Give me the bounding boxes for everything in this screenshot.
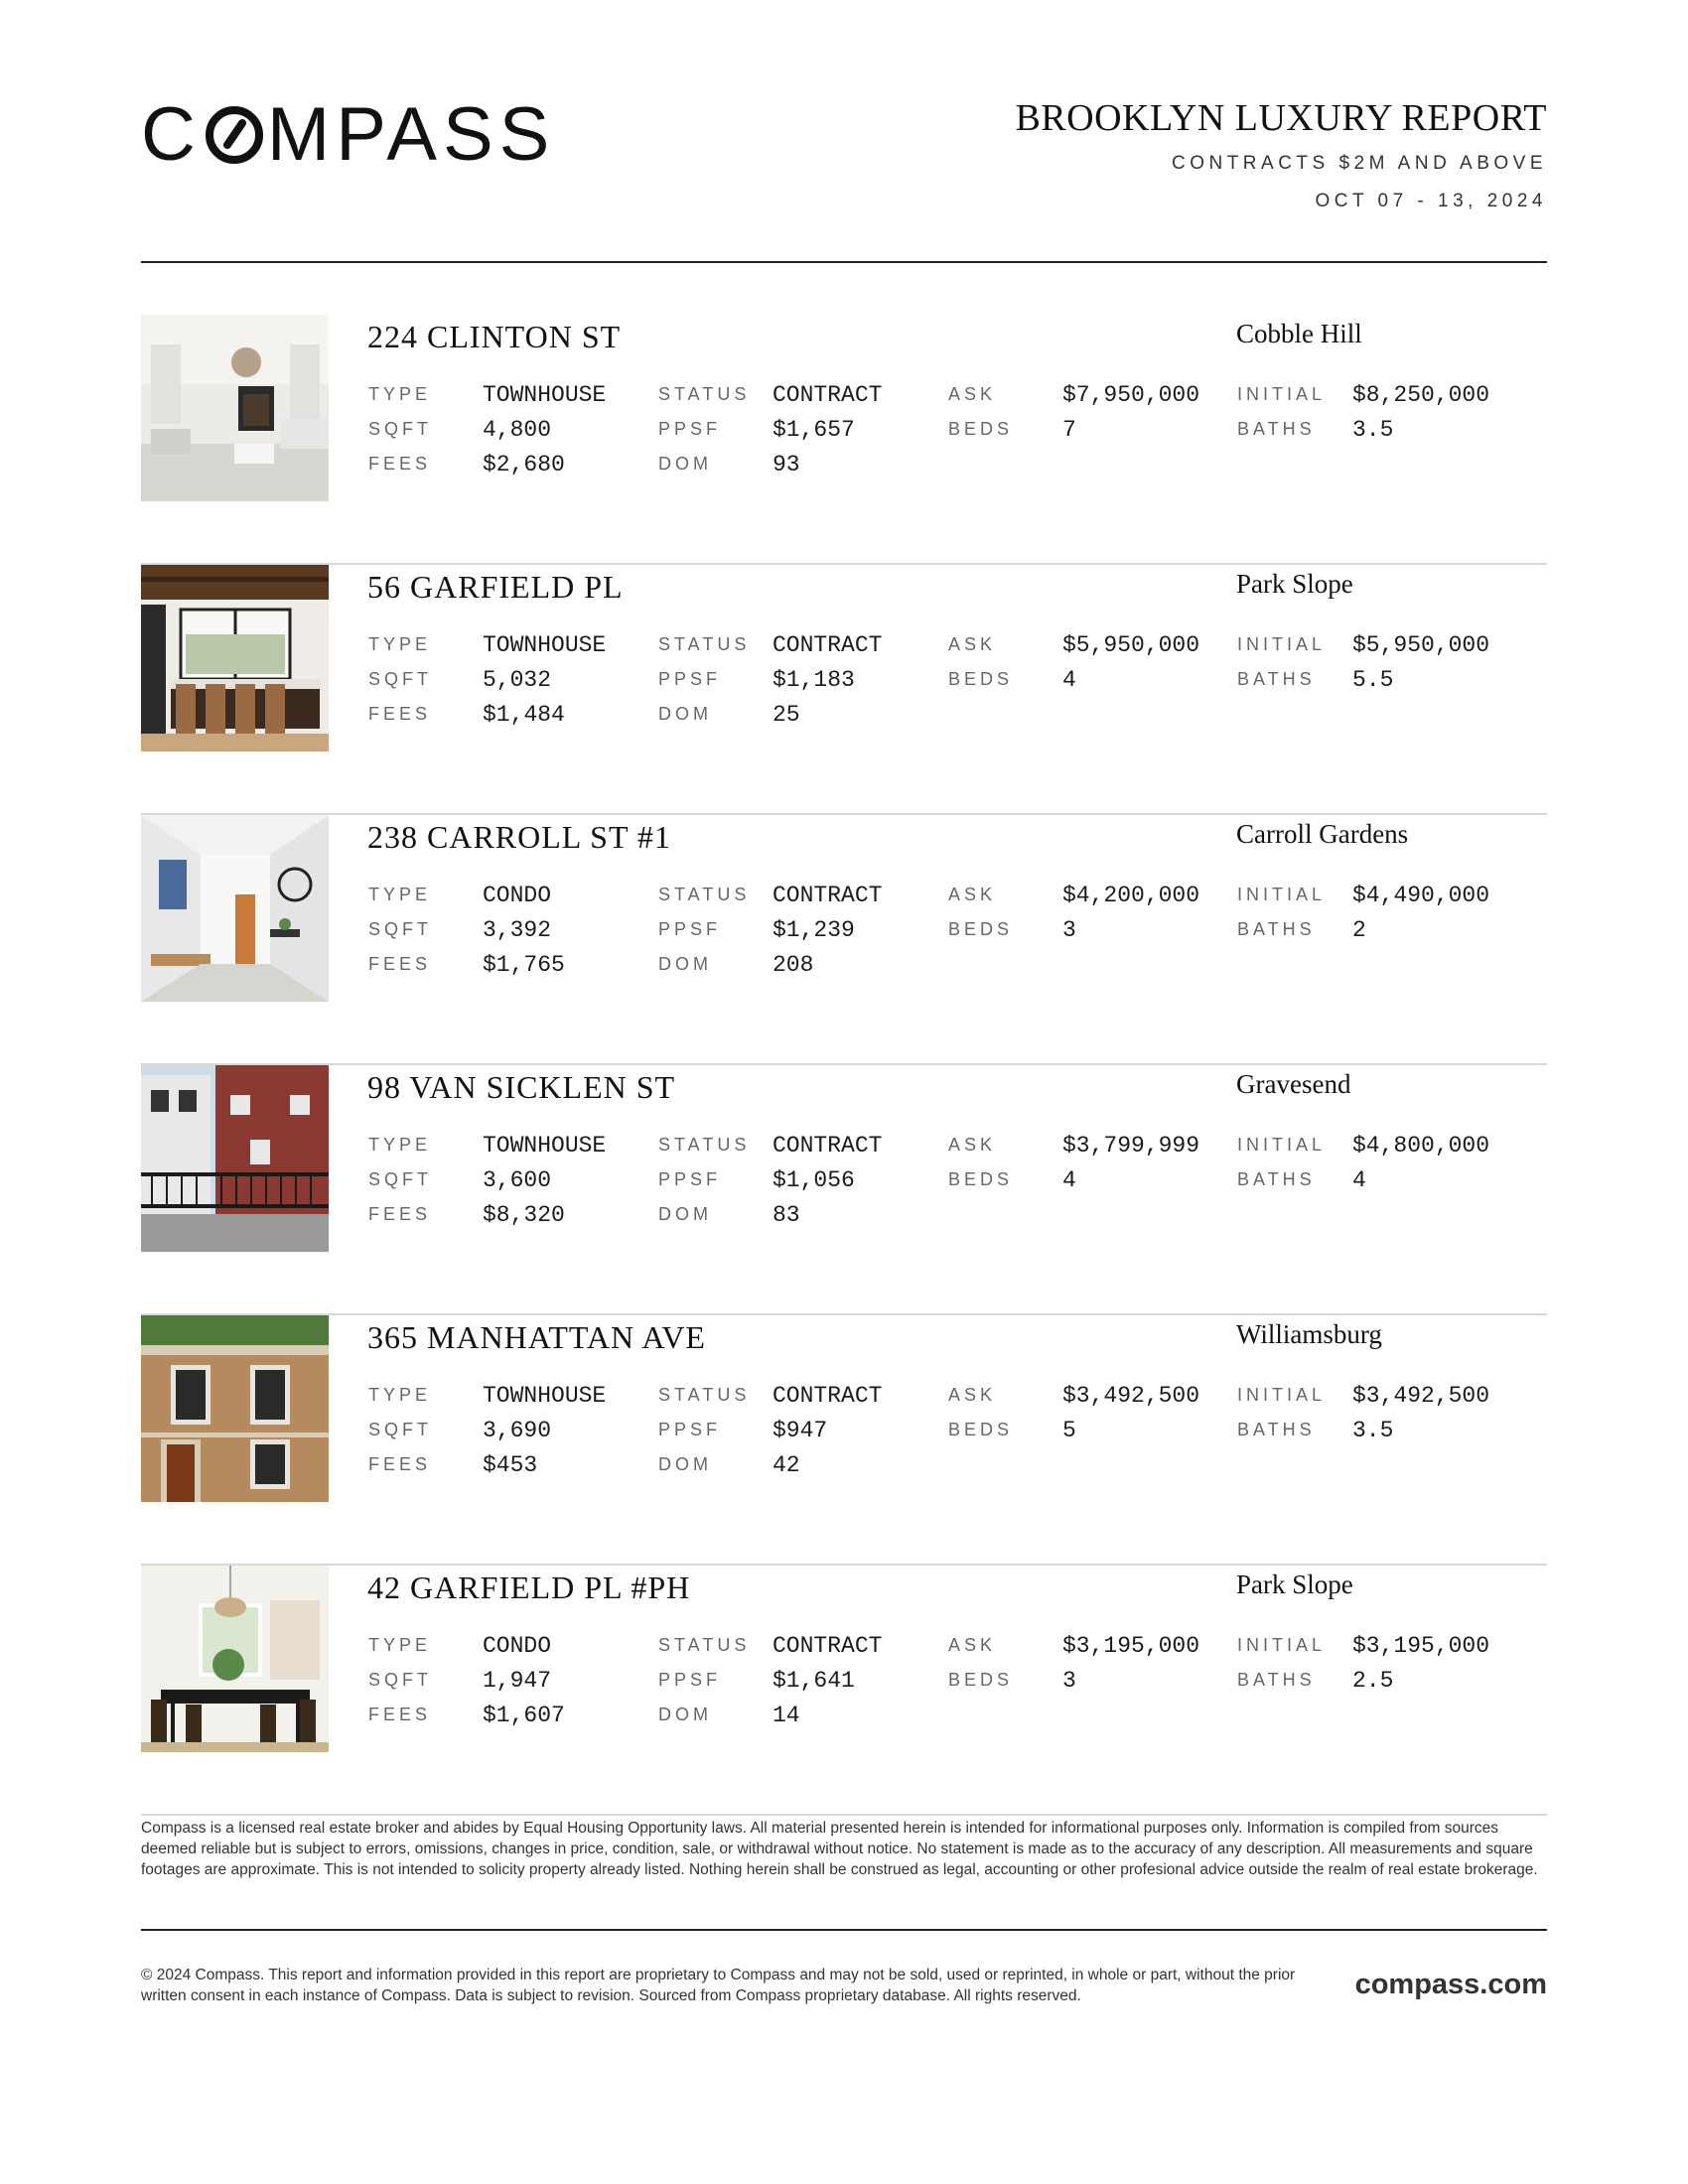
label-baths: BATHS bbox=[1237, 919, 1316, 939]
label-fees: FEES bbox=[368, 704, 432, 724]
value-sqft: 1,947 bbox=[483, 1668, 552, 1694]
label-dom: DOM bbox=[658, 1705, 712, 1724]
label-ppsf: PPSF bbox=[658, 919, 722, 939]
listing-photo-hallway[interactable] bbox=[141, 815, 329, 1002]
value-initial: $4,800,000 bbox=[1352, 1133, 1490, 1159]
label-beds: BEDS bbox=[948, 669, 1014, 689]
value-ask: $4,200,000 bbox=[1062, 883, 1200, 908]
value-fees: $1,484 bbox=[483, 702, 565, 728]
label-dom: DOM bbox=[658, 1204, 712, 1224]
value-fees: $8,320 bbox=[483, 1202, 565, 1228]
label-status: STATUS bbox=[658, 384, 751, 404]
value-type: TOWNHOUSE bbox=[483, 632, 607, 658]
value-beds: 4 bbox=[1062, 1167, 1076, 1193]
listing-photo-townhouse-facade[interactable] bbox=[141, 1315, 329, 1502]
listing-photo-dining-room[interactable] bbox=[141, 1566, 329, 1752]
label-beds: BEDS bbox=[948, 1420, 1014, 1439]
listing-neighborhood: Gravesend bbox=[1236, 1069, 1351, 1099]
listing-card[interactable] bbox=[141, 1065, 1547, 1315]
report-date-range: OCT 07 - 13, 2024 bbox=[1315, 191, 1547, 211]
value-ppsf: $1,239 bbox=[773, 917, 855, 943]
logo-mpass: MPASS bbox=[266, 92, 556, 177]
compass-logo bbox=[141, 92, 556, 177]
value-baths: 3.5 bbox=[1352, 1418, 1394, 1443]
value-sqft: 4,800 bbox=[483, 417, 552, 443]
value-baths: 5.5 bbox=[1352, 667, 1394, 693]
value-dom: 208 bbox=[773, 952, 814, 978]
label-ask: ASK bbox=[948, 634, 997, 654]
value-dom: 93 bbox=[773, 452, 800, 478]
value-beds: 5 bbox=[1062, 1418, 1076, 1443]
listing-address[interactable]: 42 GARFIELD PL #PH bbox=[367, 1570, 691, 1605]
logo-o-icon bbox=[202, 92, 267, 177]
value-beds: 3 bbox=[1062, 917, 1076, 943]
value-type: TOWNHOUSE bbox=[483, 1133, 607, 1159]
label-initial: INITIAL bbox=[1237, 1135, 1327, 1155]
listing-address[interactable]: 224 CLINTON ST bbox=[367, 319, 622, 354]
value-status: CONTRACT bbox=[773, 632, 883, 658]
value-baths: 3.5 bbox=[1352, 417, 1394, 443]
value-status: CONTRACT bbox=[773, 1383, 883, 1409]
label-status: STATUS bbox=[658, 1635, 751, 1655]
value-initial: $8,250,000 bbox=[1352, 382, 1490, 408]
label-beds: BEDS bbox=[948, 1670, 1014, 1690]
value-ask: $5,950,000 bbox=[1062, 632, 1200, 658]
label-initial: INITIAL bbox=[1237, 634, 1327, 654]
label-beds: BEDS bbox=[948, 919, 1014, 939]
value-dom: 25 bbox=[773, 702, 800, 728]
label-status: STATUS bbox=[658, 885, 751, 904]
label-status: STATUS bbox=[658, 1135, 751, 1155]
listing-address[interactable]: 98 VAN SICKLEN ST bbox=[367, 1069, 676, 1105]
value-dom: 42 bbox=[773, 1452, 800, 1478]
value-fees: $2,680 bbox=[483, 452, 565, 478]
copyright-text: © 2024 Compass. This report and information provided in this report are proprietary to Compass and may not be sold, used or reprinted, in whole or part, without the prior written consent in each instance of Compass. Data is subject to revision. Sourced from Compass proprietary database. All rights reserved. bbox=[141, 1967, 1296, 2004]
label-ask: ASK bbox=[948, 1635, 997, 1655]
value-ppsf: $1,657 bbox=[773, 417, 855, 443]
label-fees: FEES bbox=[368, 454, 432, 474]
value-dom: 14 bbox=[773, 1703, 800, 1728]
label-ask: ASK bbox=[948, 1135, 997, 1155]
label-baths: BATHS bbox=[1237, 1420, 1316, 1439]
label-initial: INITIAL bbox=[1237, 1635, 1327, 1655]
listing-neighborhood: Park Slope bbox=[1236, 1570, 1353, 1599]
label-type: TYPE bbox=[368, 1385, 432, 1405]
value-fees: $453 bbox=[483, 1452, 538, 1478]
label-ask: ASK bbox=[948, 885, 997, 904]
label-type: TYPE bbox=[368, 384, 432, 404]
value-ask: $7,950,000 bbox=[1062, 382, 1200, 408]
report-header bbox=[1015, 99, 1547, 212]
logo-c: C bbox=[141, 92, 202, 177]
label-baths: BATHS bbox=[1237, 1169, 1316, 1189]
listing-card[interactable] bbox=[141, 1566, 1547, 1816]
label-type: TYPE bbox=[368, 885, 432, 904]
listing-address[interactable]: 365 MANHATTAN AVE bbox=[367, 1319, 706, 1355]
label-baths: BATHS bbox=[1237, 1670, 1316, 1690]
label-dom: DOM bbox=[658, 1454, 712, 1474]
listing-photo-living-room[interactable] bbox=[141, 315, 329, 501]
label-ppsf: PPSF bbox=[658, 1169, 722, 1189]
listing-address[interactable]: 56 GARFIELD PL bbox=[367, 569, 624, 605]
listing-divider bbox=[141, 1814, 1547, 1816]
value-status: CONTRACT bbox=[773, 382, 883, 408]
label-dom: DOM bbox=[658, 704, 712, 724]
label-sqft: SQFT bbox=[368, 669, 432, 689]
listing-card[interactable] bbox=[141, 815, 1547, 1065]
label-initial: INITIAL bbox=[1237, 885, 1327, 904]
value-beds: 4 bbox=[1062, 667, 1076, 693]
label-ask: ASK bbox=[948, 384, 997, 404]
listing-neighborhood: Williamsburg bbox=[1236, 1319, 1382, 1349]
value-ppsf: $1,641 bbox=[773, 1668, 855, 1694]
listing-neighborhood: Park Slope bbox=[1236, 569, 1353, 599]
value-baths: 2.5 bbox=[1352, 1668, 1394, 1694]
value-type: TOWNHOUSE bbox=[483, 382, 607, 408]
website-link[interactable]: compass.com bbox=[1354, 1969, 1547, 2000]
label-type: TYPE bbox=[368, 634, 432, 654]
label-ppsf: PPSF bbox=[658, 419, 722, 439]
label-status: STATUS bbox=[658, 1385, 751, 1405]
value-baths: 4 bbox=[1352, 1167, 1366, 1193]
value-ppsf: $1,183 bbox=[773, 667, 855, 693]
label-sqft: SQFT bbox=[368, 1670, 432, 1690]
value-status: CONTRACT bbox=[773, 1633, 883, 1659]
value-initial: $3,195,000 bbox=[1352, 1633, 1490, 1659]
header-divider bbox=[141, 261, 1547, 263]
label-baths: BATHS bbox=[1237, 669, 1316, 689]
value-sqft: 3,600 bbox=[483, 1167, 552, 1193]
listing-address[interactable]: 238 CARROLL ST #1 bbox=[367, 819, 671, 855]
label-fees: FEES bbox=[368, 1204, 432, 1224]
label-beds: BEDS bbox=[948, 1169, 1014, 1189]
value-fees: $1,607 bbox=[483, 1703, 565, 1728]
value-ask: $3,799,999 bbox=[1062, 1133, 1200, 1159]
label-fees: FEES bbox=[368, 1454, 432, 1474]
disclaimer-text: Compass is a licensed real estate broker and abides by Equal Housing Opportunity laws. All material presented herein is intended for informational purposes only. Information is compiled from sources deemed reliable but is subject to errors, omissions, changes in price, condition, sale, or withdrawal without notice. No statement is made as to the accuracy of any description. All measurements and square footages are approximate. This is not intended to solicity property already listed. Nothing herein shall be construed as legal, accounting or other profesional advice outside the realm of real estate brokerage. bbox=[141, 1820, 1538, 1878]
label-fees: FEES bbox=[368, 954, 432, 974]
value-ask: $3,195,000 bbox=[1062, 1633, 1200, 1659]
label-sqft: SQFT bbox=[368, 1420, 432, 1439]
listing-card[interactable] bbox=[141, 565, 1547, 815]
value-sqft: 3,392 bbox=[483, 917, 552, 943]
label-sqft: SQFT bbox=[368, 919, 432, 939]
value-status: CONTRACT bbox=[773, 883, 883, 908]
label-ppsf: PPSF bbox=[658, 1670, 722, 1690]
report-subtitle: CONTRACTS $2M AND ABOVE bbox=[1171, 153, 1547, 174]
value-ppsf: $947 bbox=[773, 1418, 828, 1443]
label-type: TYPE bbox=[368, 1635, 432, 1655]
value-beds: 3 bbox=[1062, 1668, 1076, 1694]
label-fees: FEES bbox=[368, 1705, 432, 1724]
label-initial: INITIAL bbox=[1237, 1385, 1327, 1405]
value-type: CONDO bbox=[483, 1633, 552, 1659]
listing-neighborhood: Carroll Gardens bbox=[1236, 819, 1409, 849]
label-dom: DOM bbox=[658, 954, 712, 974]
listing-photo-kitchen[interactable] bbox=[141, 565, 329, 751]
value-initial: $3,492,500 bbox=[1352, 1383, 1490, 1409]
value-dom: 83 bbox=[773, 1202, 800, 1228]
label-ask: ASK bbox=[948, 1385, 997, 1405]
label-status: STATUS bbox=[658, 634, 751, 654]
value-status: CONTRACT bbox=[773, 1133, 883, 1159]
label-sqft: SQFT bbox=[368, 1169, 432, 1189]
label-baths: BATHS bbox=[1237, 419, 1316, 439]
value-type: TOWNHOUSE bbox=[483, 1383, 607, 1409]
footer-divider bbox=[141, 1929, 1547, 1931]
value-sqft: 5,032 bbox=[483, 667, 552, 693]
value-initial: $5,950,000 bbox=[1352, 632, 1490, 658]
label-beds: BEDS bbox=[948, 419, 1014, 439]
label-dom: DOM bbox=[658, 454, 712, 474]
listing-card[interactable] bbox=[141, 1315, 1547, 1566]
report-title: BROOKLYN LUXURY REPORT bbox=[1015, 97, 1547, 139]
value-type: CONDO bbox=[483, 883, 552, 908]
value-ppsf: $1,056 bbox=[773, 1167, 855, 1193]
listing-photo-exterior-brick[interactable] bbox=[141, 1065, 329, 1252]
label-initial: INITIAL bbox=[1237, 384, 1327, 404]
value-sqft: 3,690 bbox=[483, 1418, 552, 1443]
value-baths: 2 bbox=[1352, 917, 1366, 943]
label-sqft: SQFT bbox=[368, 419, 432, 439]
label-ppsf: PPSF bbox=[658, 669, 722, 689]
value-fees: $1,765 bbox=[483, 952, 565, 978]
value-initial: $4,490,000 bbox=[1352, 883, 1490, 908]
listing-card[interactable] bbox=[141, 315, 1547, 565]
value-beds: 7 bbox=[1062, 417, 1076, 443]
value-ask: $3,492,500 bbox=[1062, 1383, 1200, 1409]
label-type: TYPE bbox=[368, 1135, 432, 1155]
listing-neighborhood: Cobble Hill bbox=[1236, 319, 1362, 348]
label-ppsf: PPSF bbox=[658, 1420, 722, 1439]
